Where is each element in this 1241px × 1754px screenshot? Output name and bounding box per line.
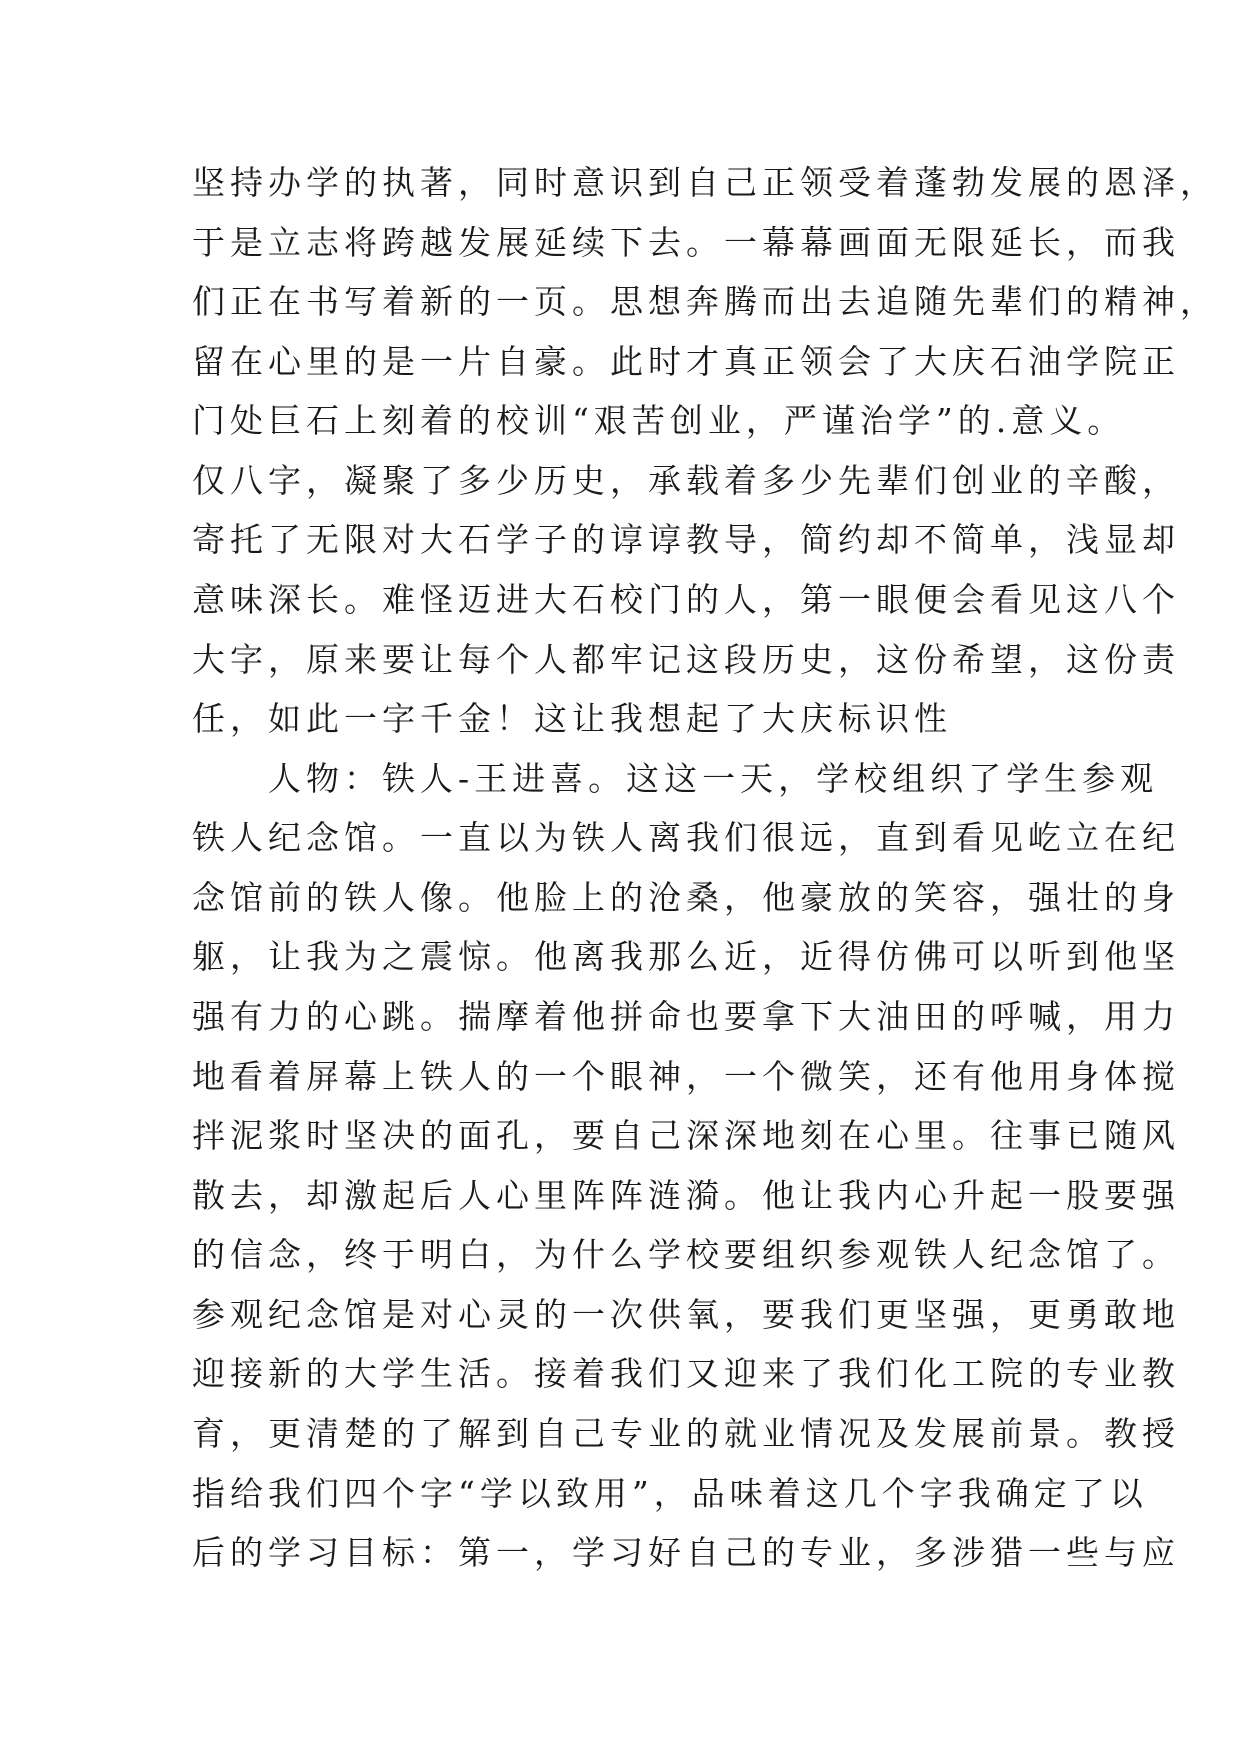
text-line: 后的学习目标：第一，学习好自己的专业，多涉猎一些与应 xyxy=(192,1533,1180,1572)
text-line: 大字，原来要让每个人都牢记这段历史，这份希望，这份责 xyxy=(192,640,1180,679)
text-line: 意味深长。难怪迈进大石校门的人，第一眼便会看见这八个 xyxy=(192,580,1180,619)
text-line: 门处巨石上刻着的校训“艰苦创业，严谨治学”的.意义。 xyxy=(192,401,1126,440)
text-line: 躯，让我为之震惊。他离我那么近，近得仿佛可以听到他坚 xyxy=(192,937,1180,976)
text-line: 于是立志将跨越发展延续下去。一幕幕画面无限延长，而我 xyxy=(192,223,1180,262)
text-line: 寄托了无限对大石学子的谆谆教导，简约却不简单，浅显却 xyxy=(192,520,1180,559)
text-line: 任，如此一字千金！这让我想起了大庆标识性 xyxy=(192,699,952,738)
text-line: 留在心里的是一片自豪。此时才真正领会了大庆石油学院正 xyxy=(192,342,1180,381)
text-line: 散去，却激起后人心里阵阵涟漪。他让我内心升起一股要强 xyxy=(192,1176,1180,1215)
text-line: 地看着屏幕上铁人的一个眼神，一个微笑，还有他用身体搅 xyxy=(192,1057,1180,1096)
text-line: 铁人纪念馆。一直以为铁人离我们很远，直到看见屹立在纪 xyxy=(192,818,1180,857)
text-line: 拌泥浆时坚决的面孔，要自己深深地刻在心里。往事已随风 xyxy=(192,1116,1180,1155)
text-line: 人物：铁人-王进喜。这这一天，学校组织了学生参观 xyxy=(192,759,1159,798)
text-line: 强有力的心跳。揣摩着他拼命也要拿下大油田的呼喊，用力 xyxy=(192,997,1180,1036)
text-line: 们正在书写着新的一页。思想奔腾而出去追随先辈们的精神， xyxy=(192,282,1218,321)
text-line: 迎接新的大学生活。接着我们又迎来了我们化工院的专业教 xyxy=(192,1354,1180,1393)
text-line: 育，更清楚的了解到自己专业的就业情况及发展前景。教授 xyxy=(192,1414,1180,1453)
text-line: 念馆前的铁人像。他脸上的沧桑，他豪放的笑容，强壮的身 xyxy=(192,878,1180,917)
text-line: 的信念，终于明白，为什么学校要组织参观铁人纪念馆了。 xyxy=(192,1235,1180,1274)
text-line: 仅八字，凝聚了多少历史，承载着多少先辈们创业的辛酸， xyxy=(192,461,1180,500)
text-line: 坚持办学的执著，同时意识到自己正领受着蓬勃发展的恩泽， xyxy=(192,163,1218,202)
text-line: 参观纪念馆是对心灵的一次供氧，要我们更坚强，更勇敢地 xyxy=(192,1295,1180,1334)
text-line: 指给我们四个字“学以致用”，品味着这几个字我确定了以 xyxy=(192,1474,1148,1513)
